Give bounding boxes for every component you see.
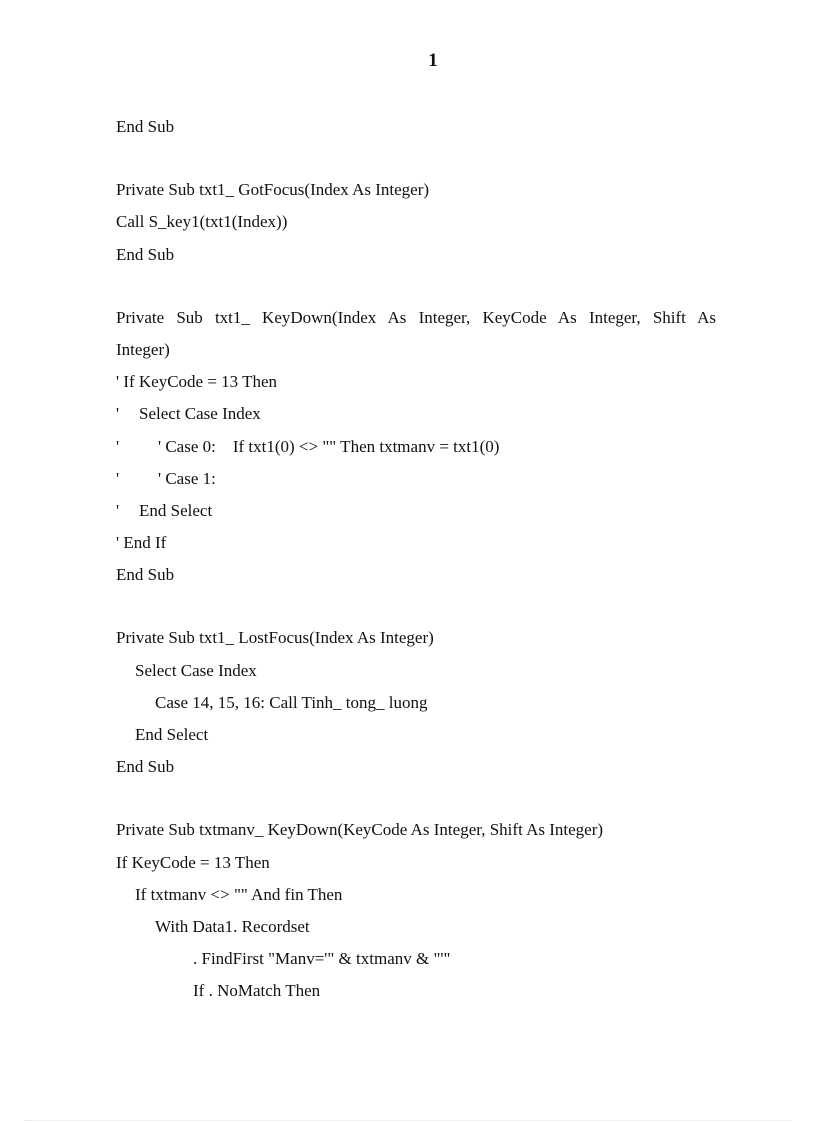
code-line: If . NoMatch Then (193, 981, 321, 1001)
comment-text: ' Case 1: (158, 468, 216, 488)
page-bottom-divider (24, 1120, 792, 1121)
comment-mark: ' (116, 500, 120, 520)
comment-mark: ' (116, 404, 120, 424)
code-line-comment (116, 431, 716, 463)
blank-line (116, 783, 716, 814)
blank-line (116, 143, 716, 174)
code-line: If txtmanv <> "" And fin Then (135, 884, 343, 904)
comment-text: If txt1(0) <> "" Then txtmanv = txt1(0) (232, 436, 500, 456)
code-line: Select Case Index (135, 660, 257, 680)
code-line-comment: ' End If (116, 533, 167, 553)
code-line: Private Sub txt1_ KeyDown(Index As Integer, KeyCode As Integer, Shift As (116, 307, 716, 327)
code-line: With Data1. Recordset (155, 916, 310, 936)
code-line: End Select (135, 725, 209, 744)
code-listing (116, 111, 716, 1008)
code-line: End Sub (116, 565, 175, 585)
blank-line (116, 591, 716, 622)
code-line: End Sub (116, 244, 175, 264)
code-line-comment: ' If KeyCode = 13 Then (116, 372, 278, 392)
blank-line (116, 271, 716, 302)
code-line: Private Sub txt1_ LostFocus(Index As Integer) (116, 628, 434, 648)
comment-text: End Select (139, 500, 213, 520)
comment-text: Select Case Index (139, 404, 261, 424)
code-line: If KeyCode = 13 Then (116, 852, 270, 872)
comment-text: ' Case 0: (158, 436, 216, 456)
code-line: . FindFirst "Manv='" & txtmanv & "'" (193, 949, 451, 969)
code-line: Private Sub txtmanv_ KeyDown(KeyCode As Integer, Shift As Integer) (116, 820, 604, 840)
code-line-continuation: Integer) (116, 339, 170, 359)
code-line-comment (116, 495, 716, 527)
code-line-comment (116, 463, 716, 495)
code-line: Case 14, 15, 16: Call Tinh_ tong_ luong (155, 692, 428, 712)
code-line-comment (116, 398, 716, 430)
code-line: Private Sub txt1_ GotFocus(Index As Integer) (116, 180, 430, 200)
comment-mark: ' (116, 436, 120, 456)
code-line: End Sub (116, 117, 175, 136)
code-line: End Sub (116, 757, 175, 777)
page-number: 1 (428, 50, 438, 71)
code-line: Call S_key1(txt1(Index)) (116, 212, 288, 232)
comment-mark: ' (116, 468, 120, 488)
